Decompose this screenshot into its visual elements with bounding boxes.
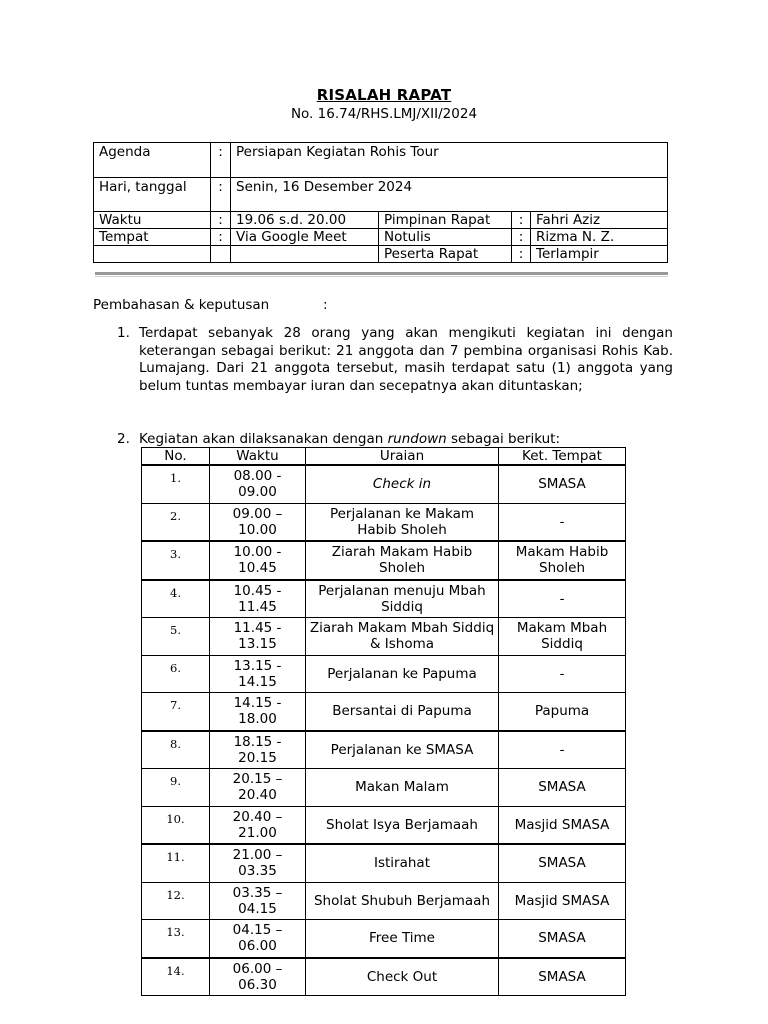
item2-pre: Kegiatan akan dilaksanakan dengan <box>139 431 388 447</box>
date-label: Hari, tanggal <box>94 178 211 212</box>
document-title: RISALAH RAPAT <box>316 86 452 104</box>
row-place: SMASA <box>499 844 626 882</box>
row-place: Masjid SMASA <box>499 882 626 920</box>
row-description: Perjalanan ke Papuma <box>306 655 499 693</box>
table-row <box>142 806 626 844</box>
row-description: Ziarah Makam Mbah Siddiq & Ishoma <box>306 618 499 656</box>
info-row-date <box>94 178 668 212</box>
row-number: 14. <box>142 958 210 996</box>
colon: : <box>211 178 231 212</box>
row-time: 10.00 - 10.45 <box>210 541 306 580</box>
header-no: No. <box>142 448 210 466</box>
info-row-participants <box>94 246 668 263</box>
notulis-label: Notulis <box>379 229 512 246</box>
table-row <box>142 844 626 882</box>
row-time: 20.15 – 20.40 <box>210 769 306 807</box>
row-time: 06.00 – 06.30 <box>210 958 306 996</box>
table-row <box>142 769 626 807</box>
discussion-item-2 <box>139 431 560 447</box>
row-time: 20.40 – 21.00 <box>210 806 306 844</box>
row-number: 7. <box>142 693 210 731</box>
row-place: SMASA <box>499 465 626 503</box>
row-place: Masjid SMASA <box>499 806 626 844</box>
document-number: No. 16.74/RHS.LMJ/XII/2024 <box>290 106 478 122</box>
row-time: 03.35 – 04.15 <box>210 882 306 920</box>
row-number: 1. <box>142 465 210 503</box>
list-number-2: 2. <box>117 431 130 447</box>
table-row <box>142 618 626 656</box>
header-time: Waktu <box>210 448 306 466</box>
info-row-agenda <box>94 143 668 178</box>
discussion-item-1: Terdapat sebanyak 28 orang yang akan mengikuti kegiatan ini dengan keterangan sebagai berikut: 21 anggota dan 7 pembina organisasi Rohis Kab. Lumajang. Dari 21 anggota tersebut, masih terdapat satu (1) anggota yang belum tuntas membayar iuran dan secepatnya akan dituntaskan; <box>139 325 673 394</box>
discussion-heading: Pembahasan & keputusan <box>93 297 270 313</box>
row-time: 10.45 - 11.45 <box>210 580 306 618</box>
row-place: Makam Mbah Siddiq <box>499 618 626 656</box>
empty-cell <box>211 246 231 263</box>
table-row <box>142 731 626 769</box>
rundown-header-row <box>142 448 626 466</box>
row-place: - <box>499 580 626 618</box>
colon: : <box>512 229 531 246</box>
row-place: SMASA <box>499 769 626 807</box>
participants-value: Terlampir <box>531 246 668 263</box>
row-place: Makam Habib Sholeh <box>499 541 626 580</box>
row-time: 18.15 - 20.15 <box>210 731 306 769</box>
row-number: 3. <box>142 541 210 580</box>
empty-cell <box>231 246 379 263</box>
row-time: 04.15 – 06.00 <box>210 920 306 958</box>
row-time: 14.15 - 18.00 <box>210 693 306 731</box>
item2-emphasis: rundown <box>387 431 447 447</box>
discussion-colon: : <box>323 297 328 313</box>
row-number: 11. <box>142 844 210 882</box>
info-row-place <box>94 229 668 246</box>
time-label: Waktu <box>94 212 211 229</box>
agenda-label: Agenda <box>94 143 211 178</box>
colon: : <box>211 229 231 246</box>
rundown-table <box>141 447 626 996</box>
row-description: Makan Malam <box>306 769 499 807</box>
row-time: 09.00 – 10.00 <box>210 503 306 541</box>
participants-label: Peserta Rapat <box>379 246 512 263</box>
row-time: 21.00 – 03.35 <box>210 844 306 882</box>
horizontal-divider <box>95 272 668 275</box>
row-description: Perjalanan menuju Mbah Siddiq <box>306 580 499 618</box>
info-row-time <box>94 212 668 229</box>
row-description: Perjalanan ke SMASA <box>306 731 499 769</box>
date-value: Senin, 16 Desember 2024 <box>231 178 668 212</box>
row-number: 5. <box>142 618 210 656</box>
table-row <box>142 882 626 920</box>
rundown-body <box>142 465 626 996</box>
row-description: Sholat Isya Berjamaah <box>306 806 499 844</box>
row-number: 6. <box>142 655 210 693</box>
row-number: 9. <box>142 769 210 807</box>
table-row <box>142 465 626 503</box>
header-desc: Uraian <box>306 448 499 466</box>
row-place: SMASA <box>499 920 626 958</box>
row-number: 13. <box>142 920 210 958</box>
place-label: Tempat <box>94 229 211 246</box>
row-place: SMASA <box>499 958 626 996</box>
row-place: - <box>499 655 626 693</box>
row-number: 8. <box>142 731 210 769</box>
row-number: 10. <box>142 806 210 844</box>
colon: : <box>512 212 531 229</box>
row-description: Bersantai di Papuma <box>306 693 499 731</box>
row-number: 4. <box>142 580 210 618</box>
row-number: 12. <box>142 882 210 920</box>
table-row <box>142 541 626 580</box>
row-description: Free Time <box>306 920 499 958</box>
table-row <box>142 958 626 996</box>
colon: : <box>211 212 231 229</box>
colon: : <box>211 143 231 178</box>
list-number-1: 1. <box>117 325 130 341</box>
table-row <box>142 655 626 693</box>
agenda-value: Persiapan Kegiatan Rohis Tour <box>231 143 668 178</box>
row-place: Papuma <box>499 693 626 731</box>
row-place: - <box>499 731 626 769</box>
row-description: Check Out <box>306 958 499 996</box>
row-description: Istirahat <box>306 844 499 882</box>
row-description: Check in <box>306 465 499 503</box>
time-value: 19.06 s.d. 20.00 <box>231 212 379 229</box>
row-description: Sholat Shubuh Berjamaah <box>306 882 499 920</box>
header-place: Ket. Tempat <box>499 448 626 466</box>
empty-cell <box>94 246 211 263</box>
row-place: - <box>499 503 626 541</box>
item2-post: sebagai berikut: <box>446 431 561 447</box>
table-row <box>142 920 626 958</box>
row-description: Perjalanan ke Makam Habib Sholeh <box>306 503 499 541</box>
leader-value: Fahri Aziz <box>531 212 668 229</box>
row-description: Ziarah Makam Habib Sholeh <box>306 541 499 580</box>
leader-label: Pimpinan Rapat <box>379 212 512 229</box>
row-time: 13.15 - 14.15 <box>210 655 306 693</box>
table-row <box>142 580 626 618</box>
table-row <box>142 503 626 541</box>
meeting-info-table <box>93 142 668 263</box>
colon: : <box>512 246 531 263</box>
row-time: 11.45 - 13.15 <box>210 618 306 656</box>
horizontal-divider-shadow <box>95 276 668 277</box>
row-number: 2. <box>142 503 210 541</box>
notulis-value: Rizma N. Z. <box>531 229 668 246</box>
row-time: 08.00 - 09.00 <box>210 465 306 503</box>
table-row <box>142 693 626 731</box>
place-value: Via Google Meet <box>231 229 379 246</box>
